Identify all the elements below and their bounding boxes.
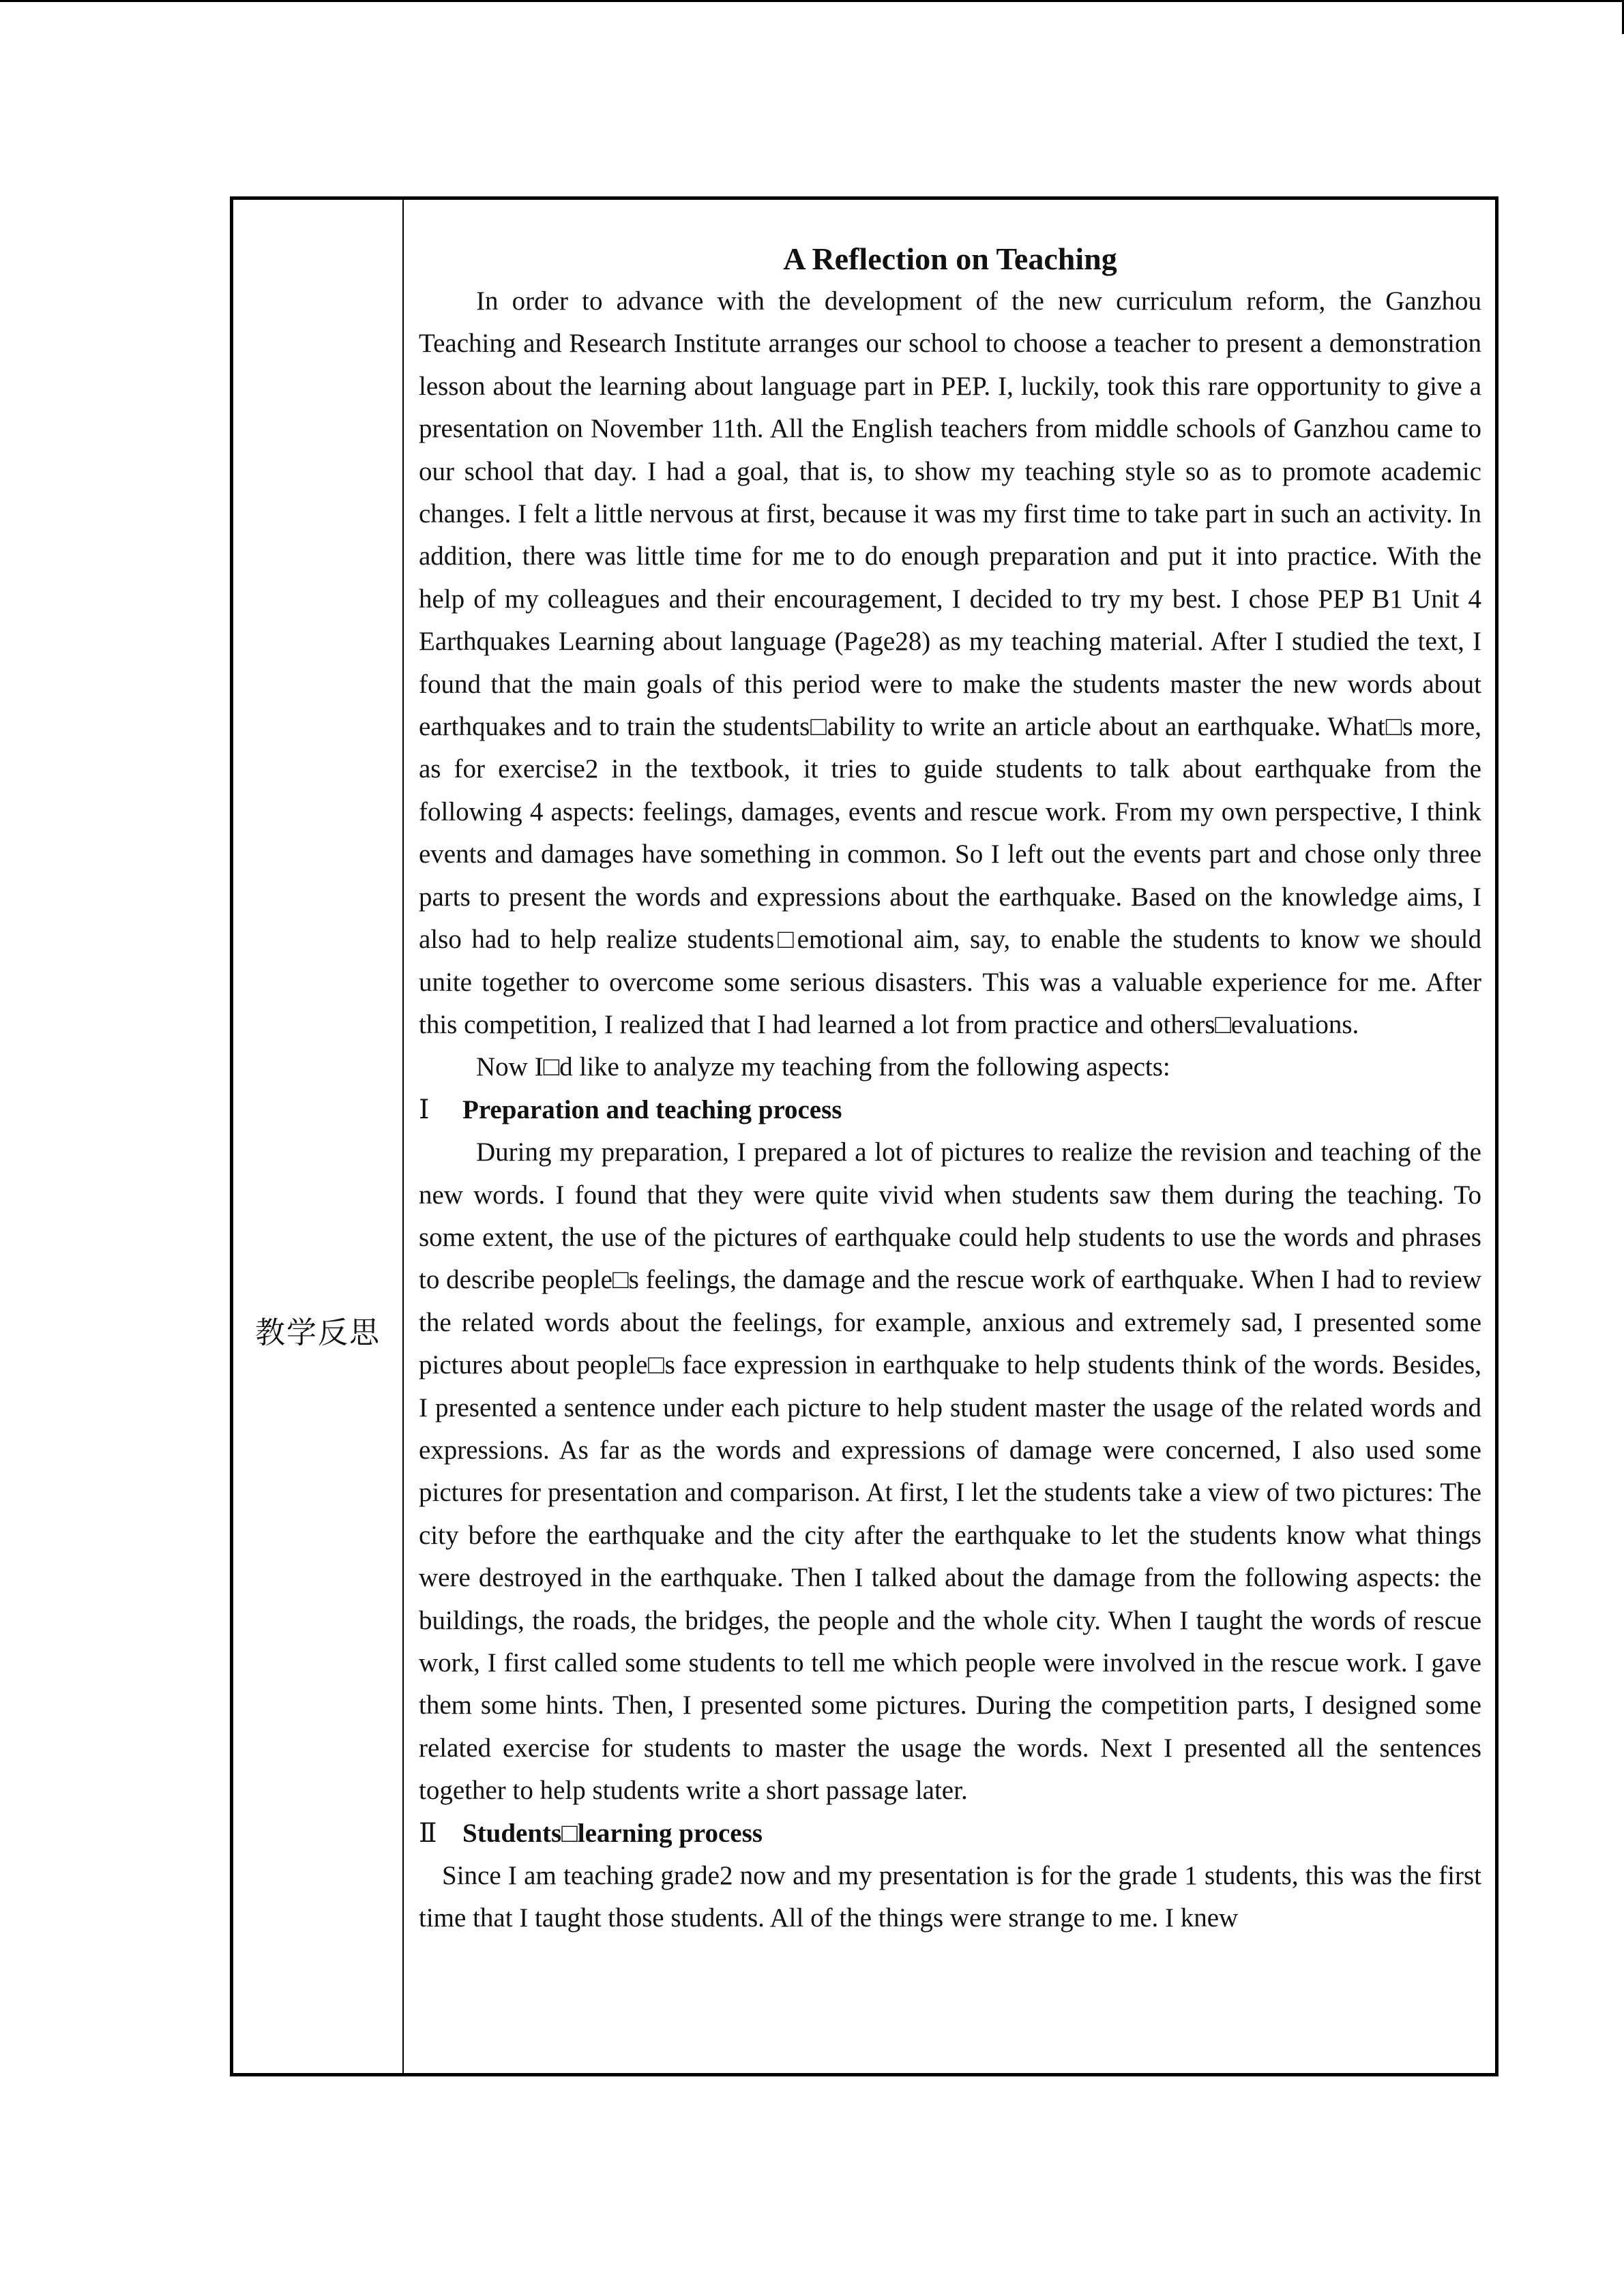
reflection-table [230, 196, 1498, 2076]
section-2-paragraph: Since I am teaching grade2 now and my presentation is for the grade 1 students, this was the first time that I taught those students. All of the things were strange to me. I knew [419, 1861, 1481, 1933]
section-1-title: Preparation and teaching process [462, 1094, 842, 1124]
section-2-title: Students□learning process [462, 1818, 763, 1848]
row-label: 教学反思 [255, 1315, 381, 1350]
transition-line: Now I□d like to analyze my teaching from the following aspects: [476, 1052, 1170, 1082]
section-1-heading [419, 1089, 1481, 1131]
section-2-heading [419, 1813, 1481, 1855]
section-1-paragraph: During my preparation, I prepared a lot of pictures to realize the revision and teaching of the new words. I found that they were quite vivid when students saw them during the teaching. To some extent, the use of the pictures of earthquake could help students to use the words and phrases to describe people□s feelings, the damage and the rescue work of earthquake. When I had to review the related words about the feelings, for example, anxious and extremely sad, I presented some pictures about people□s face expression in earthquake to help students think of the words. Besides, I presented a sentence under each picture to help student master the usage of the related words and expressions. As far as the words and expressions of damage were concerned, I also used some pictures for presentation and comparison. At first, I let the students take a view of two pictures: The city before the earthquake and the city after the earthquake to let the students know what things were destroyed in the earthquake. Then I talked about the damage from the following aspects: the buildings, the roads, the bridges, the people and the whole city. When I taught the words of rescue work, I first called some students to tell me which people were involved in the rescue work. I gave them some hints. Then, I presented some pictures. During the competition parts, I designed some related exercise for students to master the usage the words. Next I presented all the sentences together to help students write a short passage later. [419, 1137, 1481, 1806]
document-title: A Reflection on Teaching [783, 241, 1117, 276]
content-cell [419, 200, 1481, 2073]
section-1-numeral: Ⅰ [419, 1094, 430, 1124]
row-label-cell [233, 200, 404, 2073]
intro-paragraph: In order to advance with the development of the new curriculum reform, the Ganzhou Teaching and Research Institute arranges our school to choose a teacher to present a demonstration lesson about the learning about language part in PEP. I, luckily, took this rare opportunity to give a presentation on November 11th. All the English teachers from middle schools of Ganzhou came to our school that day. I had a goal, that is, to show my teaching style so as to promote academic changes. I felt a little nervous at first, because it was my first time to take part in such an activity. In addition, there was little time for me to do enough preparation and put it into practice. With the help of my colleagues and their encouragement, I decided to try my best. I chose PEP B1 Unit 4 Earthquakes Learning about language (Page28) as my teaching material. After I studied the text, I found that the main goals of this period were to make the students master the new words about earthquakes and to train the students□ability to write an article about an earthquake. What□s more, as for exercise2 in the textbook, it tries to guide students to talk about earthquake from the following 4 aspects: feelings, damages, events and rescue work. From my own perspective, I think events and damages have something in common. So I left out the events part and chose only three parts to present the words and expressions about the earthquake. Based on the knowledge aims, I also had to help realize students□emotional aim, say, to enable the students to know we should unite together to overcome some serious disasters. This was a valuable experience for me. After this competition, I realized that I had learned a lot from practice and others□evaluations. [419, 286, 1481, 1039]
section-2-numeral: Ⅱ [419, 1818, 437, 1848]
page-top-rule [0, 0, 1624, 2]
